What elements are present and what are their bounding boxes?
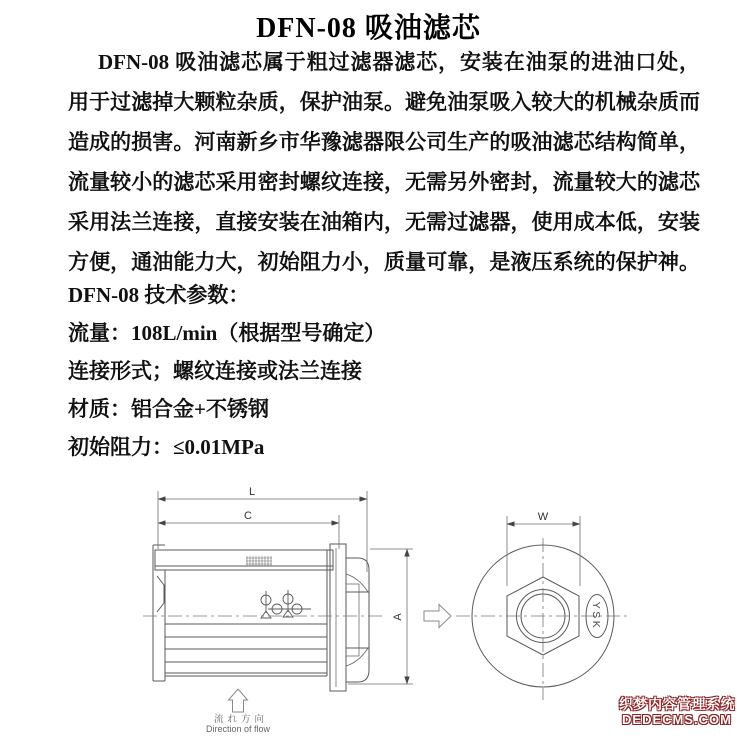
dimension-w [507, 516, 580, 586]
filter-top-band [155, 550, 333, 570]
hex-nut-side [346, 558, 369, 682]
dim-label-C: C [244, 510, 252, 522]
paragraph-line: 用于过滤掉大颗粒杂质，保护油泵。避免油泵吸入较大的机械杂质而 [68, 90, 700, 114]
side-view [143, 544, 382, 691]
filter-pleats [165, 550, 327, 676]
cms-watermark [617, 697, 737, 727]
spec-connection: 连接形式；螺纹连接或法兰连接 [68, 359, 362, 383]
flow-direction [206, 689, 271, 734]
watermark-line2: DEDECMS.COM [622, 712, 732, 727]
paragraph-line: 流量较小的滤芯采用密封螺纹连接，无需另外密封，流量较大的滤芯 [68, 170, 700, 194]
spec-material: 材质：铝合金+不锈钢 [68, 397, 269, 421]
logo-text: YSK [590, 601, 602, 631]
page-title: DFN-08 吸油滤芯 [256, 13, 481, 44]
watermark-line1: 织梦内容管理系统 [619, 696, 735, 712]
intro-paragraph [68, 42, 700, 282]
spec-initial-resistance: 初始阻力：≤0.01MPa [68, 435, 265, 459]
flow-label-en: Direction of flow [205, 724, 271, 734]
spec-flow-rate: 流量：108L/min（根据型号确定） [68, 321, 386, 345]
paragraph-line: 方便，通油能力大，初始阻力小，质量可靠，是液压系统的保护神。 [68, 250, 700, 274]
view-arrow-icon [424, 605, 451, 628]
tech-specs [68, 276, 708, 466]
paragraph-line: DFN-08 吸油滤芯属于粗过滤器滤芯，安装在油泵的进油口处， [98, 50, 700, 74]
dimension-lines [158, 491, 413, 684]
front-view [456, 538, 630, 700]
hatch-pattern [246, 556, 272, 566]
dim-label-W: W [537, 511, 549, 523]
flow-up-arrow-icon [229, 689, 248, 712]
dim-label-L: L [248, 486, 256, 498]
dim-label-A: A [392, 613, 404, 621]
paragraph-line: 造成的损害。河南新乡市华豫滤器限公司生产的吸油滤芯结构简单， [68, 130, 700, 154]
specs-heading: DFN-08 技术参数： [68, 283, 250, 307]
valve-symbols [261, 590, 311, 618]
flow-label-jp: 流れ方向 [213, 714, 269, 725]
paragraph-line: 采用法兰连接，直接安装在油箱内，无需过滤器，使用成本低，安装 [68, 210, 700, 234]
